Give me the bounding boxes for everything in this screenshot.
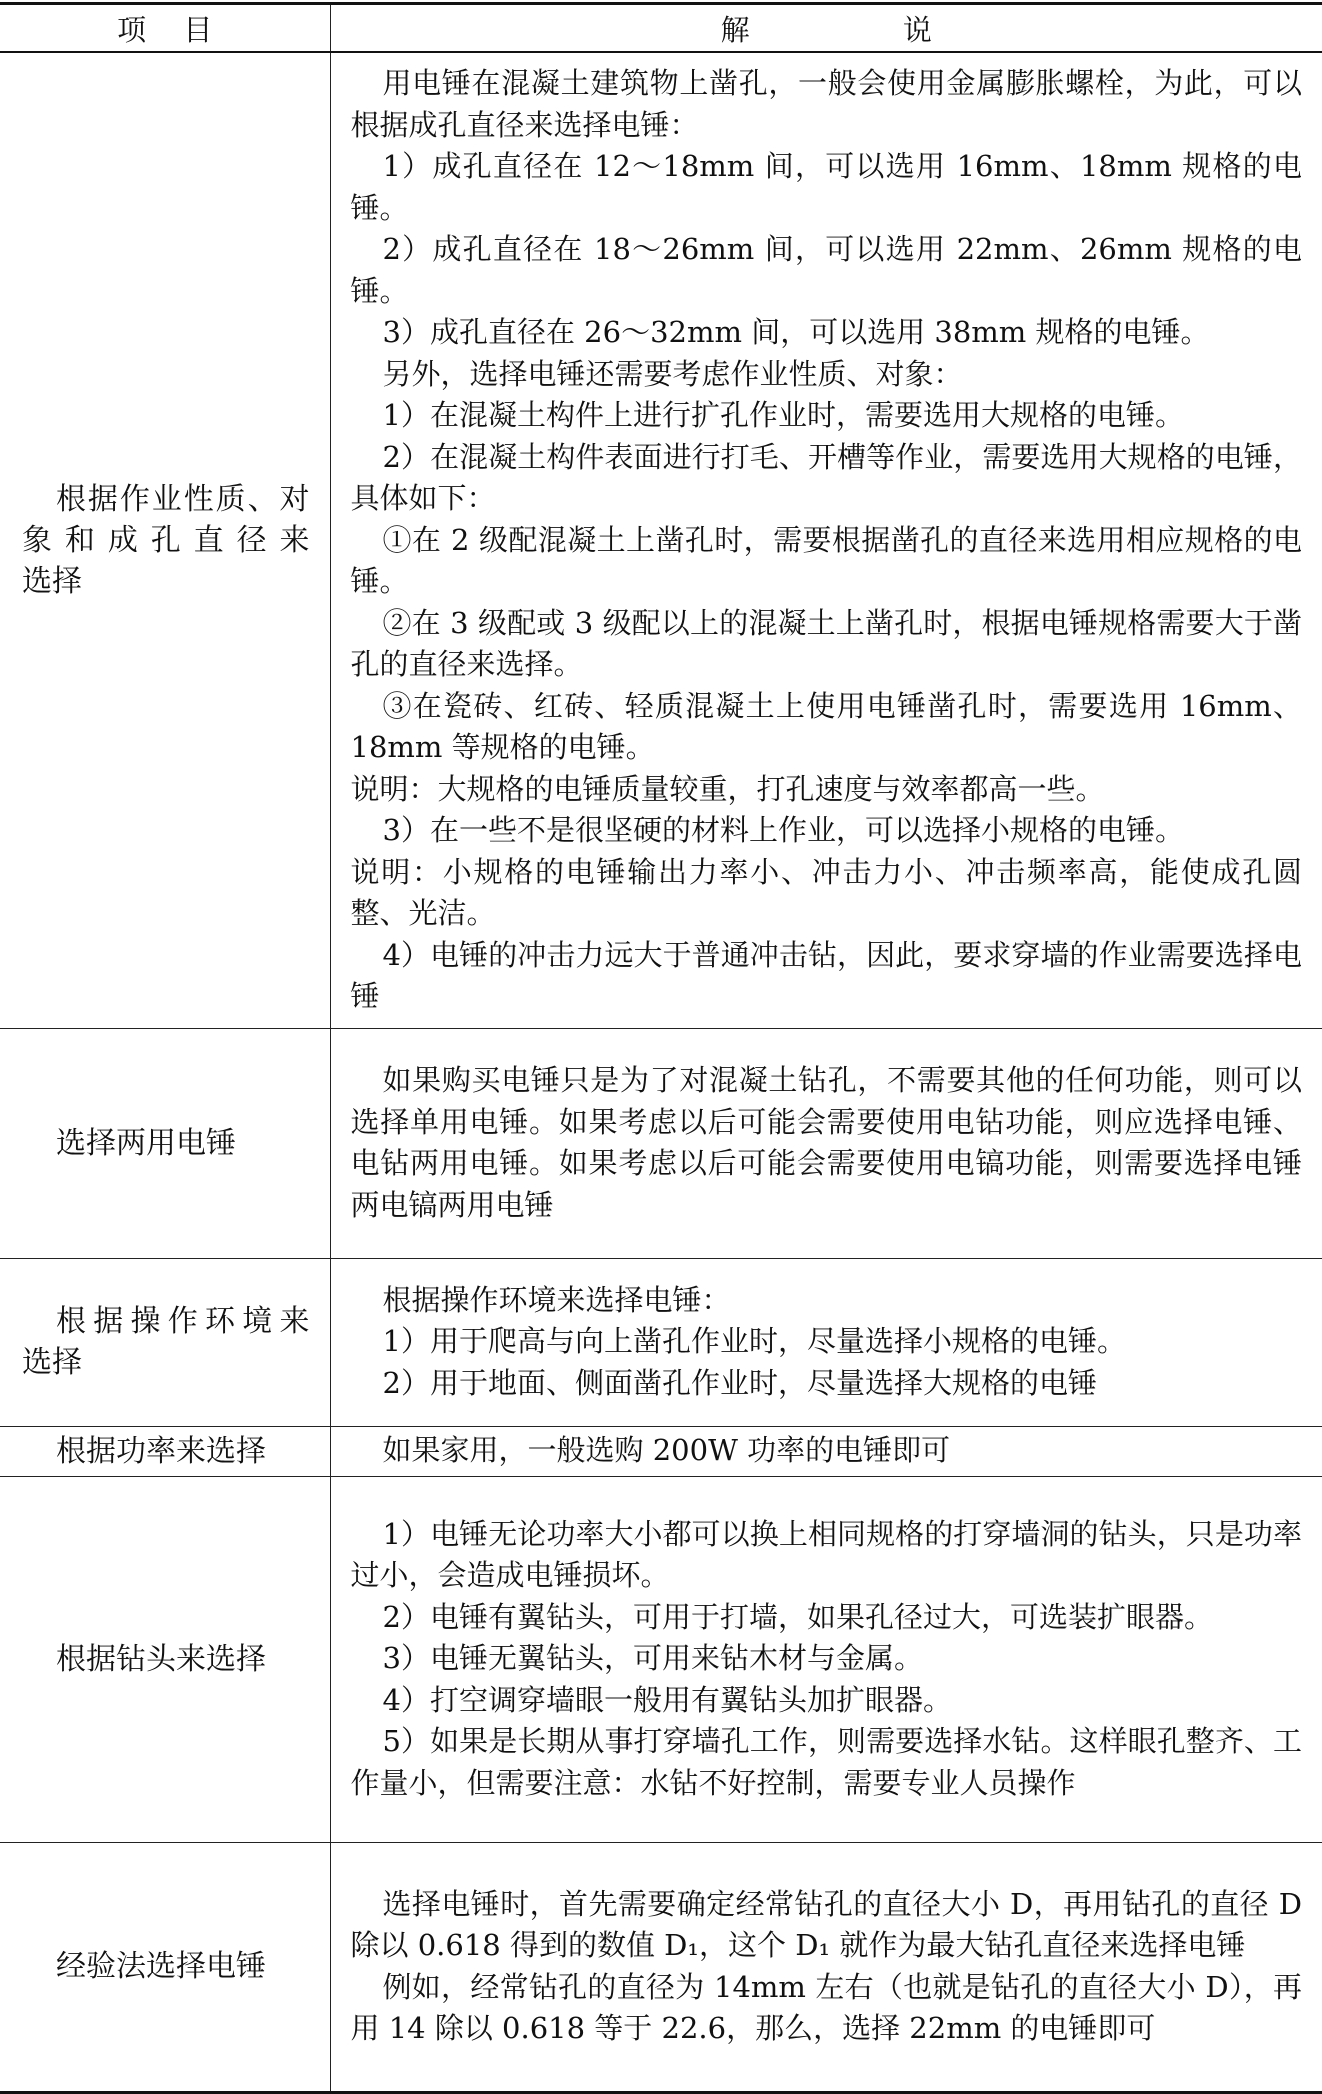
desc-paragraph: 3）在一些不是很坚硬的材料上作业，可以选择小规格的电锤。 xyxy=(382,813,1184,847)
desc-paragraph: 2）用于地面、侧面凿孔作业时，尽量选择大规格的电锤 xyxy=(382,1365,1097,1400)
row-item-cell xyxy=(0,1476,330,1842)
table-row xyxy=(0,1258,1322,1426)
desc-paragraph: 选择电锤时，首先需要确定经常钻孔的直径大小 D，再用钻孔的直径 D 除以 0.618 得到的数值 D₁，这个 D₁ 就作为最大钻孔直径来选择电锤 xyxy=(350,1886,1302,1962)
row-desc-cell xyxy=(330,1028,1322,1258)
desc-paragraph: 1）电锤无论功率大小都可以换上相同规格的打穿墙洞的钻头，只是功率过小，会造成电锤损坏。 xyxy=(350,1516,1302,1593)
row-item-cell xyxy=(0,1258,330,1426)
header-explanation: 解 说 xyxy=(330,4,1322,53)
desc-paragraph: 5）如果是长期从事打穿墙孔工作，则需要选择水钻。这样眼孔整齐、工作量小，但需要注意：水钻不好控制，需要专业人员操作 xyxy=(350,1724,1302,1800)
desc-paragraph: 根据操作环境来选择电锤： xyxy=(382,1282,731,1317)
table-row xyxy=(0,1842,1322,2092)
row-desc-cell xyxy=(330,1476,1322,1842)
row-item-line: 象和成孔直径来 xyxy=(22,522,310,558)
table-row xyxy=(0,52,1322,1028)
row-item-line: 根据作业性质、对 xyxy=(56,481,310,517)
desc-note: 说明：大规格的电锤质量较重，打孔速度与效率都高一些。 xyxy=(350,771,1105,806)
desc-paragraph: ③在瓷砖、红砖、轻质混凝土上使用电锤凿孔时，需要选用 16mm、18mm 等规格的电锤。 xyxy=(350,688,1302,764)
row-desc-cell xyxy=(330,1258,1322,1426)
table-header-row xyxy=(0,4,1322,53)
row-item-line: 选择两用电锤 xyxy=(56,1125,236,1161)
row-item-cell xyxy=(0,1426,330,1476)
desc-paragraph: 3）成孔直径在 26～32mm 间，可以选用 38mm 规格的电锤。 xyxy=(382,315,1210,349)
row-desc-cell xyxy=(330,52,1322,1028)
row-item-line: 选择 xyxy=(22,563,82,599)
row-item-line: 根据钻头来选择 xyxy=(56,1641,266,1677)
table-row xyxy=(0,1426,1322,1476)
desc-paragraph: 1）在混凝土构件上进行扩孔作业时，需要选用大规格的电锤。 xyxy=(382,398,1184,432)
selection-table xyxy=(0,2,1322,2094)
row-item-cell xyxy=(0,1028,330,1258)
desc-paragraph: 用电锤在混凝土建筑物上凿孔，一般会使用金属膨胀螺栓，为此，可以根据成孔直径来选择电锤： xyxy=(350,66,1302,142)
row-item-line: 根据功率来选择 xyxy=(56,1433,266,1469)
desc-paragraph: ②在 3 级配或 3 级配以上的混凝土上凿孔时，根据电锤规格需要大于凿孔的直径来选择。 xyxy=(350,605,1302,681)
desc-paragraph: 1）成孔直径在 12～18mm 间，可以选用 16mm、18mm 规格的电锤。 xyxy=(350,149,1302,225)
desc-paragraph: 4）电锤的冲击力远大于普通冲击钻，因此，要求穿墙的作业需要选择电锤 xyxy=(350,937,1302,1013)
row-item-line: 经验法选择电锤 xyxy=(56,1949,266,1984)
desc-note: 说明：小规格的电锤输出力率小、冲击力小、冲击频率高，能使成孔圆整、光洁。 xyxy=(350,854,1302,930)
desc-paragraph: ①在 2 级配混凝土上凿孔时，需要根据凿孔的直径来选用相应规格的电锤。 xyxy=(350,522,1302,598)
row-desc-cell xyxy=(330,1842,1322,2092)
desc-paragraph: 2）电锤有翼钻头，可用于打墙，如果孔径过大，可选装扩眼器。 xyxy=(382,1599,1213,1634)
header-item: 项 目 xyxy=(0,4,330,53)
desc-paragraph: 另外，选择电锤还需要考虑作业性质、对象： xyxy=(382,356,963,391)
desc-paragraph: 如果家用，一般选购 200W 功率的电锤即可 xyxy=(382,1433,951,1468)
desc-paragraph: 例如，经常钻孔的直径为 14mm 左右（也就是钻孔的直径大小 D），再用 14 除以 0.618 等于 22.6，那么，选择 22mm 的电锤即可 xyxy=(350,1969,1302,2045)
desc-paragraph: 4）打空调穿墙眼一般用有翼钻头加扩眼器。 xyxy=(382,1682,952,1717)
table-row xyxy=(0,1476,1322,1842)
row-item-line: 根据操作环境来 xyxy=(56,1304,310,1339)
row-item-cell xyxy=(0,52,330,1028)
row-item-cell xyxy=(0,1842,330,2092)
table-row xyxy=(0,1028,1322,1258)
desc-paragraph: 1）用于爬高与向上凿孔作业时，尽量选择小规格的电锤。 xyxy=(382,1324,1126,1359)
desc-paragraph: 2）在混凝土构件表面进行打毛、开槽等作业，需要选用大规格的电锤，具体如下： xyxy=(350,439,1302,515)
row-item-line: 选择 xyxy=(22,1345,82,1380)
desc-paragraph: 3）电锤无翼钻头，可用来钻木材与金属。 xyxy=(382,1641,923,1676)
row-desc-cell xyxy=(330,1426,1322,1476)
desc-paragraph: 2）成孔直径在 18～26mm 间，可以选用 22mm、26mm 规格的电锤。 xyxy=(350,232,1302,308)
desc-paragraph: 如果购买电锤只是为了对混凝土钻孔，不需要其他的任何功能，则可以选择单用电锤。如果考虑以后可能会需要使用电钻功能，则应选择电锤、电钻两用电锤。如果考虑以后可能会需要使用电镐功能，则需要选择电锤两电镐两用电锤 xyxy=(350,1063,1302,1222)
